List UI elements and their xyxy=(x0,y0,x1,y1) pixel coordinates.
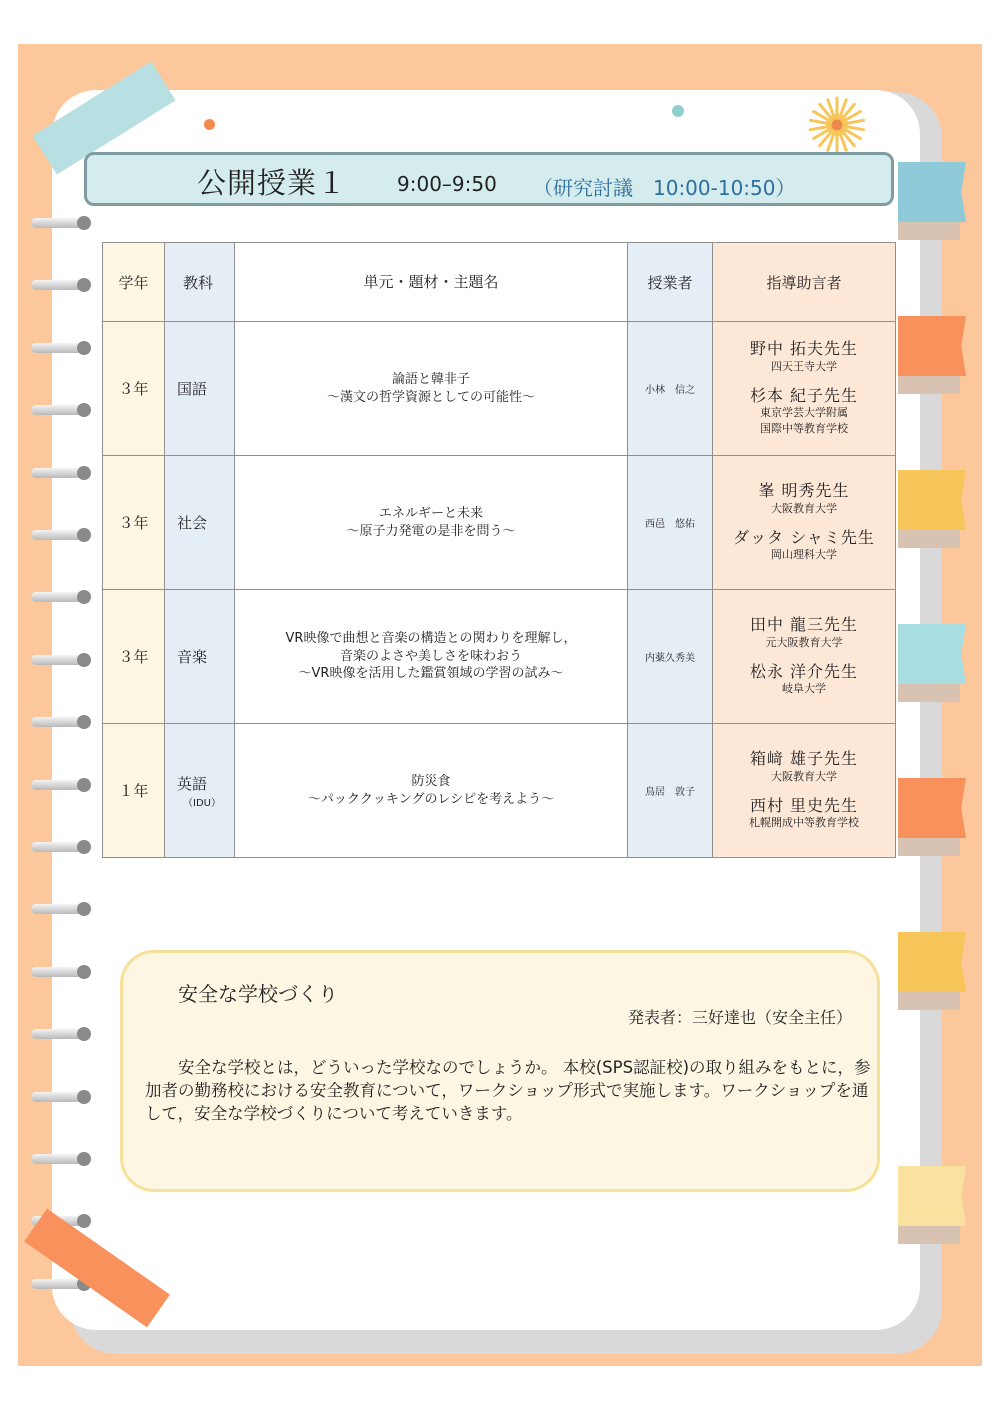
advisor-affiliation-block xyxy=(713,547,895,563)
cell-grade: ３年 xyxy=(103,590,165,724)
header-unit: 単元・題材・主題名 xyxy=(235,243,628,322)
unit-line: 論語と韓非子 xyxy=(391,371,470,387)
spiral-ring-icon xyxy=(31,902,89,916)
spiral-ring-icon xyxy=(31,840,89,854)
index-tab-shadow xyxy=(898,376,960,394)
cell-teacher: 内薬久秀美 xyxy=(628,590,713,724)
spiral-ring-icon xyxy=(31,216,89,230)
cell-grade: １年 xyxy=(103,724,165,858)
unit-line: 防災食 xyxy=(411,773,451,789)
unit-line: エネルギーと未来 xyxy=(378,505,483,521)
subject-label: 社会 xyxy=(177,514,208,532)
table-row xyxy=(103,724,896,858)
spiral-ring-icon xyxy=(31,528,89,542)
cell-unit xyxy=(235,590,628,724)
cell-unit xyxy=(235,456,628,590)
index-tab-icon xyxy=(898,1166,966,1226)
advisor-affiliation: 元大阪教育大学 xyxy=(765,635,843,649)
index-tab-icon xyxy=(898,162,966,222)
cell-subject xyxy=(165,456,235,590)
unit-line: ～VR映像を活用した鑑賞領域の学習の試み～ xyxy=(298,666,564,682)
spiral-ring-icon xyxy=(31,1090,89,1104)
advisor-affiliation: 札幌開成中等教育学校 xyxy=(749,815,859,829)
advisor-affiliation-block xyxy=(713,359,895,375)
advisor-affiliation: 大阪教育大学 xyxy=(771,769,837,783)
cell-teacher: 小林 信之 xyxy=(628,322,713,456)
table-row xyxy=(103,322,896,456)
session-title-banner xyxy=(84,152,894,206)
header-subject: 教科 xyxy=(165,243,235,322)
spiral-ring-icon xyxy=(31,1152,89,1166)
spiral-ring-icon xyxy=(31,965,89,979)
decor-dot xyxy=(204,119,215,130)
subject-label: 国語 xyxy=(177,380,208,398)
index-tab-shadow xyxy=(898,222,960,240)
advisor-affiliation-block xyxy=(713,405,895,437)
cell-unit xyxy=(235,724,628,858)
index-tab-icon xyxy=(898,932,966,992)
cell-unit xyxy=(235,322,628,456)
advisor-name: ダッタ シャミ先生 xyxy=(733,527,875,547)
spiral-ring-icon xyxy=(31,653,89,667)
cell-subject xyxy=(165,590,235,724)
index-tab-shadow xyxy=(898,1226,960,1244)
cell-advisors xyxy=(713,724,896,858)
advisor-affiliation: 岡山理科大学 xyxy=(771,547,837,561)
index-tab-icon xyxy=(898,624,966,684)
advisor-name: 杉本 紀子先生 xyxy=(749,385,859,405)
flower-icon xyxy=(807,95,867,155)
advisor-name: 野中 拓夫先生 xyxy=(749,339,859,359)
advisor-affiliation: 大阪教育大学 xyxy=(771,501,837,515)
cell-advisors xyxy=(713,322,896,456)
index-tab-shadow xyxy=(898,992,960,1010)
discussion-time: （研究討議 10:00-10:50） xyxy=(533,176,796,200)
decor-dot xyxy=(672,105,684,117)
spiral-ring-icon xyxy=(31,403,89,417)
table-row xyxy=(103,456,896,590)
advisor-name: 田中 龍三先生 xyxy=(749,615,859,635)
spiral-ring-icon xyxy=(31,278,89,292)
advisor-affiliation-block xyxy=(713,501,895,517)
advisor-affiliation-block xyxy=(713,815,895,831)
header-teacher: 授業者 xyxy=(628,243,713,322)
presenter: 発表者：三好達也（安全主任） xyxy=(627,1008,852,1027)
spiral-ring-icon xyxy=(31,590,89,604)
spiral-ring-icon xyxy=(31,341,89,355)
unit-line: VR映像で曲想と音楽の構造との関わりを理解し， xyxy=(285,631,577,647)
spiral-ring-icon xyxy=(31,466,89,480)
advisor-affiliation: 東京学芸大学附属 xyxy=(760,405,848,419)
unit-line: ～漢文の哲学資源としての可能性～ xyxy=(326,389,535,405)
table-row xyxy=(103,590,896,724)
index-tab-icon xyxy=(898,778,966,838)
advisor-affiliation: 四天王寺大学 xyxy=(771,359,837,373)
index-tab-shadow xyxy=(898,530,960,548)
cell-subject xyxy=(165,724,235,858)
advisor-affiliation-block xyxy=(713,769,895,785)
advisor-affiliation: 岐阜大学 xyxy=(782,681,826,695)
unit-line: ～原子力発電の是非を問う～ xyxy=(346,523,516,539)
header-advisor: 指導助言者 xyxy=(713,243,896,322)
lesson-table xyxy=(102,242,896,858)
advisor-name: 松永 洋介先生 xyxy=(749,661,859,681)
presentation-box xyxy=(120,950,880,1192)
advisor-name: 峯 明秀先生 xyxy=(758,481,850,501)
cell-teacher: 西邑 悠佑 xyxy=(628,456,713,590)
index-tab-shadow xyxy=(898,838,960,856)
spiral-ring-icon xyxy=(31,715,89,729)
spiral-ring-icon xyxy=(31,778,89,792)
cell-subject xyxy=(165,322,235,456)
cell-advisors xyxy=(713,456,896,590)
unit-line: 音楽のよさや美しさを味わおう xyxy=(339,648,522,664)
presentation-body: 安全な学校とは，どういった学校なのでしょうか。 本校(SPS認証校)の取り組みをもとに，参加者の勤務校における安全教育について，ワークショップ形式で実施します。ワークショップを通して，安全な学校づくりについて考えていきます。 xyxy=(145,1058,871,1123)
index-tab-icon xyxy=(898,316,966,376)
session-time: 9:00–9:50 xyxy=(397,172,497,196)
subject-label: 音楽 xyxy=(177,648,208,666)
cell-grade: ３年 xyxy=(103,322,165,456)
header-grade: 学年 xyxy=(103,243,165,322)
advisor-name: 西村 里史先生 xyxy=(749,795,859,815)
presentation-title: 安全な学校づくり xyxy=(178,982,338,1006)
spiral-ring-icon xyxy=(31,1027,89,1041)
advisor-affiliation-block xyxy=(713,681,895,697)
advisor-name: 箱﨑 雄子先生 xyxy=(749,749,859,769)
index-tab-shadow xyxy=(898,684,960,702)
cell-teacher: 鳥居 敦子 xyxy=(628,724,713,858)
page-title: 公開授業１ xyxy=(197,166,348,200)
subject-label: 英語 xyxy=(177,774,208,793)
table-header-row xyxy=(103,243,896,322)
advisor-affiliation-block xyxy=(713,635,895,651)
cell-advisors xyxy=(713,590,896,724)
unit-line: ～パッククッキングのレシピを考えよう～ xyxy=(307,791,555,807)
advisor-affiliation: 国際中等教育学校 xyxy=(760,421,848,435)
subject-note: （IDU） xyxy=(183,797,221,809)
index-tab-icon xyxy=(898,470,966,530)
cell-grade: ３年 xyxy=(103,456,165,590)
